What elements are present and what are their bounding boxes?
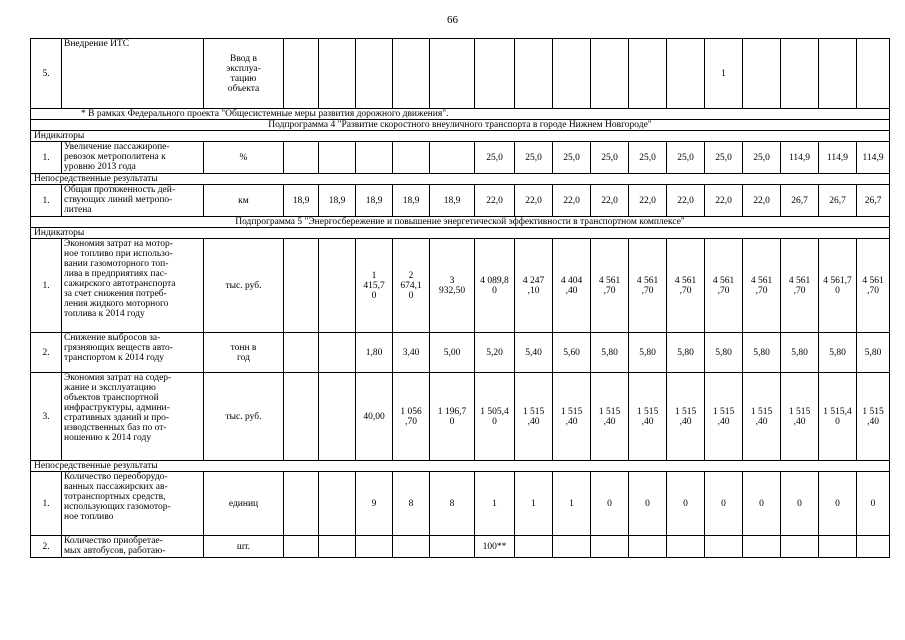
value-cell: 5,00: [430, 333, 475, 373]
value-cell: [857, 39, 890, 109]
section-row: [31, 461, 890, 472]
value-cell: 8: [393, 472, 430, 536]
row-number: 1.: [31, 239, 62, 333]
value-cell: 22,0: [629, 185, 667, 217]
value-cell: 4 561 ,70: [667, 239, 705, 333]
table-row: [31, 142, 890, 174]
value-cell: 1 505,4 0: [475, 373, 515, 461]
value-cell: [781, 39, 819, 109]
row-number: 2.: [31, 333, 62, 373]
note-row: [31, 109, 890, 120]
value-cell: 0: [819, 472, 857, 536]
value-cell: 1: [515, 472, 553, 536]
value-cell: 25,0: [629, 142, 667, 174]
indicator-name: Экономия затрат на мотор- ное топливо при использо- вании газомоторного топ- лива в предприятиях пас- сажирского автотранспорта за счет снижения потреб- ления жидкого моторного топлива к 2014 году: [62, 239, 204, 333]
value-cell: 22,0: [667, 185, 705, 217]
section-row: [31, 131, 890, 142]
value-cell: 1 196,7 0: [430, 373, 475, 461]
value-cell: 0: [591, 472, 629, 536]
row-number: 5.: [31, 39, 62, 109]
value-cell: [284, 39, 319, 109]
value-cell: [284, 239, 319, 333]
value-cell: 25,0: [591, 142, 629, 174]
value-cell: 1 515 ,40: [591, 373, 629, 461]
value-cell: 1: [705, 39, 743, 109]
value-cell: [319, 39, 356, 109]
value-cell: [819, 536, 857, 558]
section-header: Индикаторы: [31, 131, 890, 142]
value-cell: 9: [356, 472, 393, 536]
value-cell: [705, 536, 743, 558]
indicator-name: Общая протяженность дей- ствующих линий метропо- литена: [62, 185, 204, 217]
value-cell: 5,80: [667, 333, 705, 373]
value-cell: 40,00: [356, 373, 393, 461]
value-cell: 4 247 ,10: [515, 239, 553, 333]
value-cell: 0: [743, 472, 781, 536]
value-cell: 5,80: [781, 333, 819, 373]
unit-cell: %: [204, 142, 284, 174]
value-cell: 1: [475, 472, 515, 536]
value-cell: 8: [430, 472, 475, 536]
indicator-name: Увеличение пассажиропе- ревозок метрополитена к уровню 2013 года: [62, 142, 204, 174]
unit-cell: единиц: [204, 472, 284, 536]
value-cell: 5,80: [591, 333, 629, 373]
value-cell: 4 561 ,70: [781, 239, 819, 333]
section-row: [31, 228, 890, 239]
indicator-name: Внедрение ИТС: [62, 39, 204, 109]
value-cell: 1 515 ,40: [705, 373, 743, 461]
section-header: Индикаторы: [31, 228, 890, 239]
value-cell: 22,0: [515, 185, 553, 217]
value-cell: 18,9: [284, 185, 319, 217]
table-row: [31, 39, 890, 109]
value-cell: 1 515 ,40: [667, 373, 705, 461]
value-cell: 25,0: [667, 142, 705, 174]
value-cell: [743, 536, 781, 558]
value-cell: 0: [629, 472, 667, 536]
value-cell: 4 561,7 0: [819, 239, 857, 333]
value-cell: [284, 373, 319, 461]
value-cell: [515, 536, 553, 558]
value-cell: 5,80: [629, 333, 667, 373]
value-cell: [857, 536, 890, 558]
value-cell: 1,80: [356, 333, 393, 373]
value-cell: [393, 142, 430, 174]
value-cell: 114,9: [781, 142, 819, 174]
unit-cell: Ввод в эксплуа- тацию объекта: [204, 39, 284, 109]
value-cell: 4 561 ,70: [629, 239, 667, 333]
title-row: [31, 217, 890, 228]
value-cell: 5,80: [819, 333, 857, 373]
unit-cell: км: [204, 185, 284, 217]
value-cell: [430, 536, 475, 558]
value-cell: [629, 39, 667, 109]
value-cell: [667, 39, 705, 109]
row-number: 2.: [31, 536, 62, 558]
value-cell: 114,9: [857, 142, 890, 174]
table-row: [31, 333, 890, 373]
indicator-name: Экономия затрат на содер- жание и эксплуатацию объектов транспортной инфраструктуры, админи- стративных зданий и про- изводственных баз по от- ношению к 2014 году: [62, 373, 204, 461]
value-cell: 1 515 ,40: [781, 373, 819, 461]
value-cell: 0: [857, 472, 890, 536]
unit-cell: тыс. руб.: [204, 373, 284, 461]
value-cell: 1 515 ,40: [629, 373, 667, 461]
value-cell: 22,0: [705, 185, 743, 217]
value-cell: 3,40: [393, 333, 430, 373]
indicator-name: Количество приобретае- мых автобусов, работаю-: [62, 536, 204, 558]
row-number: 1.: [31, 142, 62, 174]
value-cell: 1 056 ,70: [393, 373, 430, 461]
section-row: [31, 174, 890, 185]
value-cell: 1 515,4 0: [819, 373, 857, 461]
value-cell: 22,0: [553, 185, 591, 217]
value-cell: [553, 39, 591, 109]
value-cell: [284, 333, 319, 373]
value-cell: 2 674,1 0: [393, 239, 430, 333]
value-cell: 18,9: [356, 185, 393, 217]
table-row: [31, 185, 890, 217]
value-cell: 0: [781, 472, 819, 536]
section-header: Непосредственные результаты: [31, 461, 890, 472]
value-cell: 5,20: [475, 333, 515, 373]
value-cell: 4 089,8 0: [475, 239, 515, 333]
value-cell: 1 515 ,40: [515, 373, 553, 461]
value-cell: 5,60: [553, 333, 591, 373]
value-cell: 4 561 ,70: [591, 239, 629, 333]
value-cell: 25,0: [705, 142, 743, 174]
value-cell: [319, 472, 356, 536]
unit-cell: тыс. руб.: [204, 239, 284, 333]
unit-cell: шт.: [204, 536, 284, 558]
value-cell: [319, 239, 356, 333]
value-cell: [515, 39, 553, 109]
value-cell: [475, 39, 515, 109]
value-cell: [356, 39, 393, 109]
value-cell: 1 515 ,40: [743, 373, 781, 461]
value-cell: 22,0: [743, 185, 781, 217]
value-cell: 1 515 ,40: [857, 373, 890, 461]
value-cell: 22,0: [591, 185, 629, 217]
value-cell: 18,9: [393, 185, 430, 217]
value-cell: [667, 536, 705, 558]
value-cell: [591, 39, 629, 109]
section-header: Непосредственные результаты: [31, 174, 890, 185]
title-row: [31, 120, 890, 131]
subprogram-title: Подпрограмма 5 "Энергосбережение и повышение энергетической эффективности в транспортном комплексе": [31, 217, 890, 228]
row-number: 1.: [31, 472, 62, 536]
value-cell: 22,0: [475, 185, 515, 217]
value-cell: [781, 536, 819, 558]
value-cell: 5,40: [515, 333, 553, 373]
table-row: [31, 536, 890, 558]
value-cell: 4 561 ,70: [743, 239, 781, 333]
value-cell: [284, 472, 319, 536]
value-cell: [319, 373, 356, 461]
table-row: [31, 239, 890, 333]
value-cell: 4 404 ,40: [553, 239, 591, 333]
value-cell: [319, 333, 356, 373]
value-cell: [430, 39, 475, 109]
value-cell: [393, 39, 430, 109]
value-cell: 114,9: [819, 142, 857, 174]
subprogram-title: Подпрограмма 4 "Развитие скоростного внеуличного транспорта в городе Нижнем Новгороде": [31, 120, 890, 131]
value-cell: 18,9: [319, 185, 356, 217]
value-cell: 25,0: [475, 142, 515, 174]
value-cell: 26,7: [781, 185, 819, 217]
value-cell: 0: [667, 472, 705, 536]
value-cell: [819, 39, 857, 109]
value-cell: 1 515 ,40: [553, 373, 591, 461]
value-cell: [430, 142, 475, 174]
value-cell: [356, 536, 393, 558]
value-cell: 25,0: [553, 142, 591, 174]
indicator-name: Количество переоборудо- ванных пассажирских ав- тотранспортных средств, использующих газомотор- ное топливо: [62, 472, 204, 536]
value-cell: [356, 142, 393, 174]
value-cell: [393, 536, 430, 558]
value-cell: 25,0: [743, 142, 781, 174]
value-cell: 4 561 ,70: [705, 239, 743, 333]
value-cell: 100**: [475, 536, 515, 558]
value-cell: 1: [553, 472, 591, 536]
row-number: 3.: [31, 373, 62, 461]
value-cell: [743, 39, 781, 109]
value-cell: [284, 142, 319, 174]
row-number: 1.: [31, 185, 62, 217]
value-cell: 3 932,50: [430, 239, 475, 333]
indicator-name: Снижение выбросов за- грязняющих веществ авто- транспортом к 2014 году: [62, 333, 204, 373]
value-cell: 5,80: [743, 333, 781, 373]
value-cell: 18,9: [430, 185, 475, 217]
value-cell: [553, 536, 591, 558]
table-row: [31, 472, 890, 536]
indicators-table: [30, 38, 890, 558]
value-cell: 25,0: [515, 142, 553, 174]
unit-cell: тонн в год: [204, 333, 284, 373]
value-cell: 1 415,7 0: [356, 239, 393, 333]
value-cell: [319, 536, 356, 558]
value-cell: 26,7: [857, 185, 890, 217]
value-cell: 26,7: [819, 185, 857, 217]
value-cell: [629, 536, 667, 558]
value-cell: 4 561 ,70: [857, 239, 890, 333]
value-cell: 5,80: [705, 333, 743, 373]
value-cell: 0: [705, 472, 743, 536]
value-cell: [319, 142, 356, 174]
table-row: [31, 373, 890, 461]
value-cell: [284, 536, 319, 558]
page-number: 66: [447, 14, 458, 26]
table-body: [31, 39, 890, 558]
value-cell: 5,80: [857, 333, 890, 373]
value-cell: [591, 536, 629, 558]
footnote: * В рамках Федерального проекта "Общесистемные меры развития дорожного движения".: [31, 109, 890, 120]
